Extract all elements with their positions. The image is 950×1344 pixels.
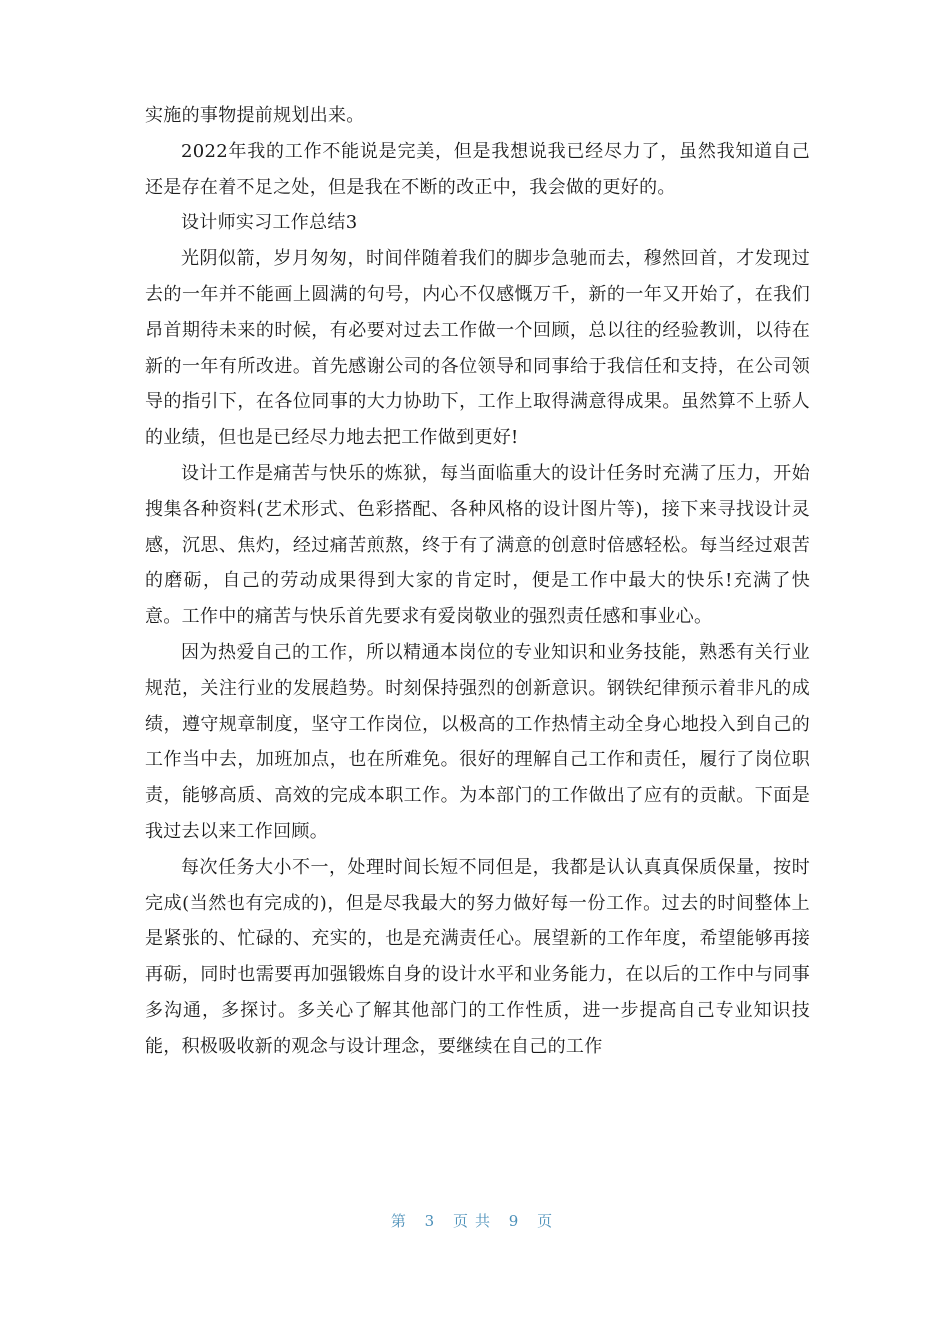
document-body — [145, 98, 810, 1065]
paragraph-3: 光阴似箭，岁月匆匆，时间伴随着我们的脚步急驰而去，穆然回首，才发现过去的一年并不能画上圆满的句号，内心不仅感慨万千，新的一年又开始了，在我们昂首期待未来的时候，有必要对过去工作做一个回顾，总以往的经验教训，以待在新的一年有所改进。首先感谢公司的各位领导和同事给于我信任和支持，在公司领导的指引下，在各位同事的大力协助下，工作上取得满意得成果。虽然算不上骄人的业绩，但也是已经尽力地去把工作做到更好! — [145, 248, 810, 449]
paragraph-4: 设计工作是痛苦与快乐的炼狱，每当面临重大的设计任务时充满了压力，开始搜集各种资料(艺术形式、色彩搭配、各种风格的设计图片等)，接下来寻找设计灵感，沉思、焦灼，经过痛苦煎熬，终于有了满意的创意时倍感轻松。每当经过艰苦的磨砺，自己的劳动成果得到大家的肯定时，便是工作中最大的快乐!充满了快意。工作中的痛苦与快乐首先要求有爱岗敬业的强烈责任感和事业心。 — [145, 462, 810, 628]
paragraph-5: 因为热爱自己的工作，所以精通本岗位的专业知识和业务技能，熟悉有关行业规范，关注行业的发展趋势。时刻保持强烈的创新意识。钢铁纪律预示着非凡的成绩，遵守规章制度，坚守工作岗位，以极高的工作热情主动全身心地投入到自己的工作当中去，加班加点，也在所难免。很好的理解自己工作和责任，履行了岗位职责，能够高质、高效的完成本职工作。为本部门的工作做出了应有的贡献。下面是我过去以来工作回顾。 — [145, 641, 810, 842]
paragraph-1: 实施的事物提前规划出来。 — [145, 105, 365, 126]
paragraph-2: 2022年我的工作不能说是完美，但是我想说我已经尽力了，虽然我知道自己还是存在着不足之处，但是我在不断的改正中，我会做的更好的。 — [145, 140, 810, 198]
paragraph-6: 每次任务大小不一，处理时间长短不同但是，我都是认认真真保质保量，按时完成(当然也有完成的)，但是尽我最大的努力做好每一份工作。过去的时间整体上是紧张的、忙碌的、充实的，也是充满责任心。展望新的工作年度，希望能够再接再砺，同时也需要再加强锻炼自身的设计水平和业务能力，在以后的工作中与同事多沟通，多探讨。多关心了解其他部门的工作性质，进一步提高自己专业知识技能，积极吸收新的观念与设计理念，要继续在自己的工作 — [145, 856, 810, 1057]
section-heading: 设计师实习工作总结3 — [181, 212, 358, 234]
page-footer: 第 3 页共 9 页 — [390, 1212, 560, 1230]
